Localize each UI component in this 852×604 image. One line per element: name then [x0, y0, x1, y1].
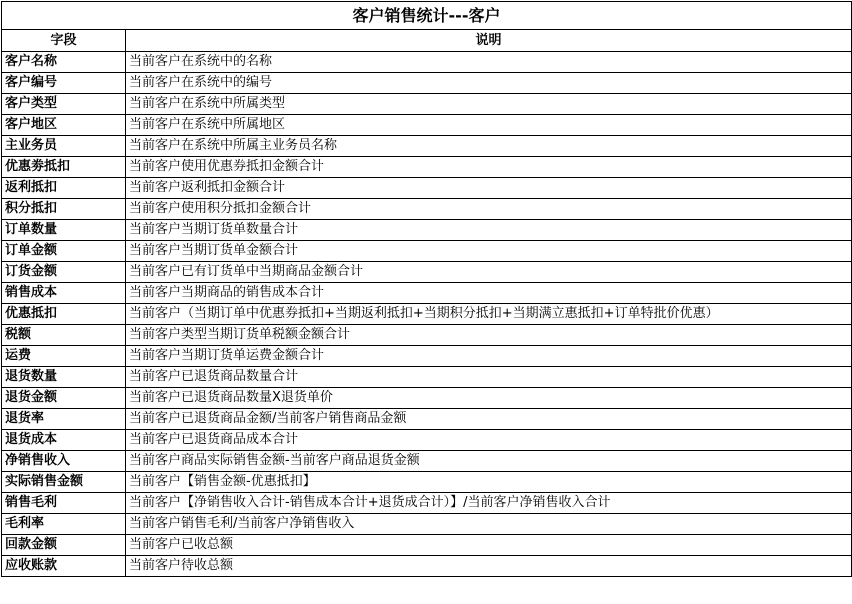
field-name-cell: 退货数量: [2, 367, 126, 388]
field-name-cell: 退货金额: [2, 388, 126, 409]
description-cell: 当前客户当期订货单数量合计: [126, 220, 852, 241]
description-cell: 当前客户在系统中所属类型: [126, 94, 852, 115]
table-body: [2, 52, 852, 577]
table-row: [2, 220, 852, 241]
field-name-cell: 客户类型: [2, 94, 126, 115]
spec-table: [1, 1, 852, 577]
field-name-cell: 客户编号: [2, 73, 126, 94]
table-row: [2, 451, 852, 472]
table-row: [2, 52, 852, 73]
field-name-cell: 应收账款: [2, 556, 126, 577]
description-cell: 当前客户已退货商品成本合计: [126, 430, 852, 451]
description-cell: 当前客户已退货商品数量合计: [126, 367, 852, 388]
field-name-cell: 退货率: [2, 409, 126, 430]
description-cell: 当前客户待收总额: [126, 556, 852, 577]
table-row: [2, 430, 852, 451]
description-cell: 当前客户在系统中所属主业务员名称: [126, 136, 852, 157]
field-name-cell: 净销售收入: [2, 451, 126, 472]
description-cell: 当前客户类型当期订货单税额金额合计: [126, 325, 852, 346]
table-row: [2, 115, 852, 136]
table-row: [2, 367, 852, 388]
description-cell: 当前客户使用积分抵扣金额合计: [126, 199, 852, 220]
title-row: [2, 2, 852, 30]
table-row: [2, 241, 852, 262]
description-cell: 当前客户【净销售收入合计-销售成本合计+退货成合计）】/当前客户净销售收入合计: [126, 493, 852, 514]
description-cell: 当前客户使用优惠券抵扣金额合计: [126, 157, 852, 178]
description-cell: 当前客户（当期订单中优惠券抵扣+当期返利抵扣+当期积分抵扣+当期满立惠抵扣+订单特批价优惠）: [126, 304, 852, 325]
table-title: 客户销售统计---客户: [2, 2, 852, 30]
description-cell: 当前客户已退货商品数量X退货单价: [126, 388, 852, 409]
column-header-description: 说明: [126, 30, 852, 52]
table-row: [2, 73, 852, 94]
field-name-cell: 毛利率: [2, 514, 126, 535]
description-cell: 当前客户在系统中所属地区: [126, 115, 852, 136]
table-row: [2, 514, 852, 535]
field-name-cell: 销售毛利: [2, 493, 126, 514]
table-row: [2, 556, 852, 577]
field-name-cell: 返利抵扣: [2, 178, 126, 199]
description-cell: 当前客户当期订货单运费金额合计: [126, 346, 852, 367]
field-name-cell: 优惠劵抵扣: [2, 157, 126, 178]
field-name-cell: 积分抵扣: [2, 199, 126, 220]
field-name-cell: 运费: [2, 346, 126, 367]
description-cell: 当前客户返利抵扣金额合计: [126, 178, 852, 199]
table-row: [2, 535, 852, 556]
field-name-cell: 回款金额: [2, 535, 126, 556]
field-name-cell: 优惠抵扣: [2, 304, 126, 325]
field-name-cell: 主业务员: [2, 136, 126, 157]
description-cell: 当前客户已退货商品金额/当前客户销售商品金额: [126, 409, 852, 430]
description-cell: 当前客户在系统中的编号: [126, 73, 852, 94]
field-name-cell: 客户地区: [2, 115, 126, 136]
field-name-cell: 订单数量: [2, 220, 126, 241]
header-row: [2, 30, 852, 52]
field-name-cell: 客户名称: [2, 52, 126, 73]
table-row: [2, 157, 852, 178]
field-name-cell: 订货金额: [2, 262, 126, 283]
table-row: [2, 262, 852, 283]
description-cell: 当前客户已有订货单中当期商品金额合计: [126, 262, 852, 283]
description-cell: 当前客户商品实际销售金额-当前客户商品退货金额: [126, 451, 852, 472]
description-cell: 当前客户已收总额: [126, 535, 852, 556]
table-row: [2, 304, 852, 325]
table-row: [2, 283, 852, 304]
column-header-field: 字段: [2, 30, 126, 52]
table-row: [2, 136, 852, 157]
field-name-cell: 实际销售金额: [2, 472, 126, 493]
description-cell: 当前客户当期商品的销售成本合计: [126, 283, 852, 304]
field-name-cell: 订单金额: [2, 241, 126, 262]
description-cell: 当前客户当期订货单金额合计: [126, 241, 852, 262]
description-cell: 当前客户【销售金额-优惠抵扣】: [126, 472, 852, 493]
table-row: [2, 493, 852, 514]
table-row: [2, 388, 852, 409]
table-row: [2, 346, 852, 367]
table-row: [2, 199, 852, 220]
field-name-cell: 退货成本: [2, 430, 126, 451]
description-cell: 当前客户在系统中的名称: [126, 52, 852, 73]
table-row: [2, 94, 852, 115]
table-row: [2, 178, 852, 199]
field-name-cell: 税额: [2, 325, 126, 346]
field-name-cell: 销售成本: [2, 283, 126, 304]
table-row: [2, 325, 852, 346]
table-row: [2, 409, 852, 430]
table-row: [2, 472, 852, 493]
description-cell: 当前客户销售毛利/当前客户净销售收入: [126, 514, 852, 535]
